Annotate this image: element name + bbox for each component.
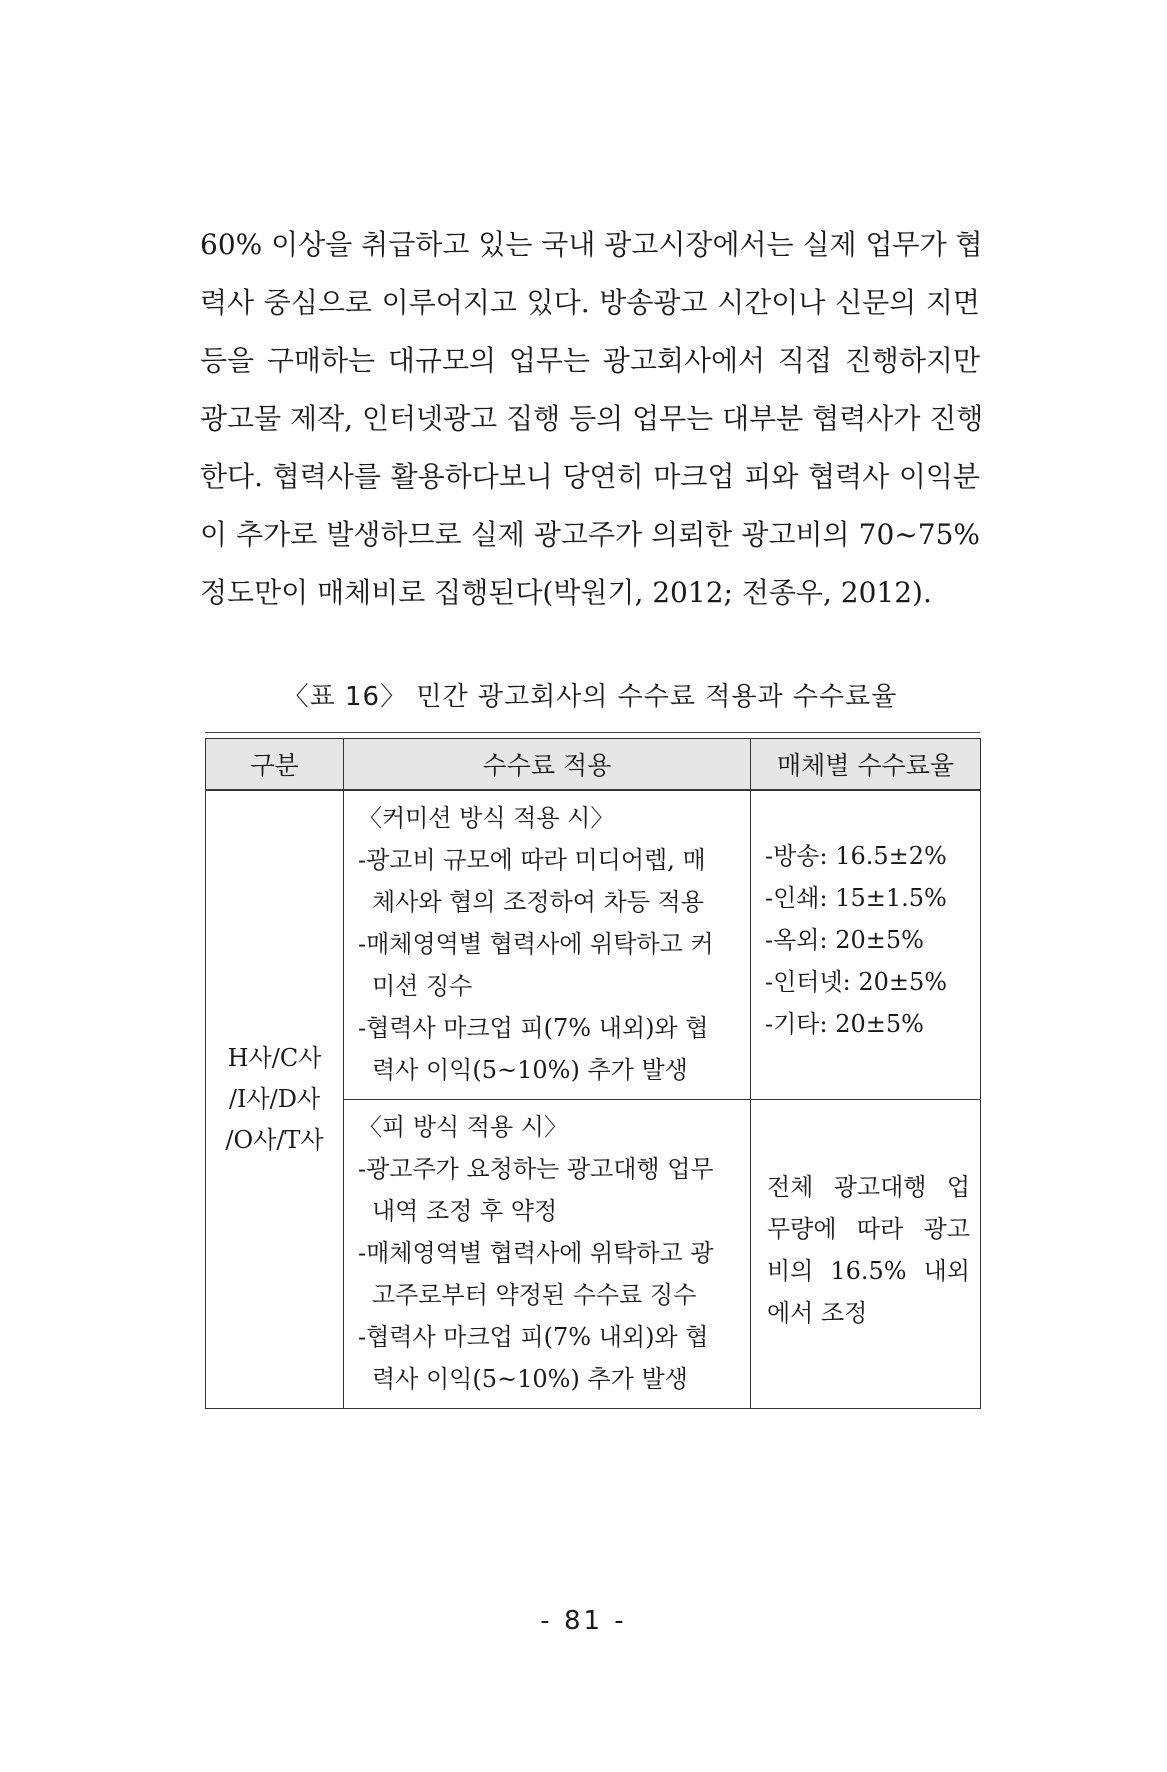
rate-line: 전체 광고대행 업 xyxy=(767,1173,970,1201)
fee-line: 미션 징수 xyxy=(372,972,473,1000)
fee-line: 내역 조정 후 약정 xyxy=(372,1197,558,1225)
fee-rate-cell xyxy=(751,1100,981,1409)
fee-line: -광고주가 요청하는 광고대행 업무 xyxy=(358,1155,714,1183)
fee-line: 고주로부터 약정된 수수료 징수 xyxy=(372,1281,697,1309)
commission-rate-cell xyxy=(751,790,981,1100)
group-label-cell xyxy=(206,790,344,1409)
rate-line: 비의 16.5% 내외 xyxy=(767,1257,970,1285)
header-media-rate: 매체별 수수료율 xyxy=(751,739,981,791)
table-caption: 〈표 16〉 민간 광고회사의 수수료 적용과 수수료율 xyxy=(282,682,898,712)
group-label-line: /O사/T사 xyxy=(225,1126,324,1154)
body-paragraph xyxy=(200,216,984,622)
header-category: 구분 xyxy=(206,739,344,791)
commission-fee-cell xyxy=(344,790,751,1100)
table-row-commission xyxy=(206,790,981,1100)
rate-line: 에서 조정 xyxy=(767,1299,868,1327)
fee-line: 〈커미션 방식 적용 시〉 xyxy=(358,804,615,832)
table-header-row xyxy=(206,739,981,791)
fee-line: -광고비 규모에 따라 미디어렙, 매 xyxy=(358,846,706,874)
group-label-line: H사/C사 xyxy=(227,1044,322,1072)
fee-line: 체사와 협의 조정하여 차등 적용 xyxy=(372,888,704,916)
rate-line: -인쇄: 15±1.5% xyxy=(765,884,947,912)
rate-line: 무량에 따라 광고 xyxy=(767,1215,970,1243)
fee-line: -매체영역별 협력사에 위탁하고 커 xyxy=(358,930,714,958)
fee-line: -협력사 마크업 피(7% 내외)와 협 xyxy=(358,1323,709,1351)
group-label-line: /I사/D사 xyxy=(228,1085,321,1113)
paragraph-line: 한다. 협력사를 활용하다보니 당연히 마크업 피와 협력사 이익분 xyxy=(200,460,980,493)
commission-table xyxy=(205,738,981,1409)
page-number: - 81 - xyxy=(540,1606,627,1636)
paragraph-line: 등을 구매하는 대규모의 업무는 광고회사에서 직접 진행하지만 xyxy=(200,344,980,377)
fee-line: 력사 이익(5~10%) 추가 발생 xyxy=(372,1365,688,1393)
paragraph-line: 광고물 제작, 인터넷광고 집행 등의 업무는 대부분 협력사가 진행 xyxy=(200,402,984,435)
fee-method-cell xyxy=(344,1100,751,1409)
fee-line: -협력사 마크업 피(7% 내외)와 협 xyxy=(358,1014,709,1042)
rate-line: -기타: 20±5% xyxy=(765,1010,924,1038)
rate-line: -인터넷: 20±5% xyxy=(765,968,948,996)
paragraph-line: 정도만이 매체비로 집행된다(박원기, 2012; 전종우, 2012). xyxy=(200,576,932,609)
header-fee-application: 수수료 적용 xyxy=(344,739,751,791)
paragraph-line: 이 추가로 발생하므로 실제 광고주가 의뢰한 광고비의 70~75% xyxy=(200,518,980,551)
table-top-rule xyxy=(205,732,980,733)
rate-line: -옥외: 20±5% xyxy=(765,926,924,954)
fee-line: -매체영역별 협력사에 위탁하고 광 xyxy=(358,1239,714,1267)
rate-line: -방송: 16.5±2% xyxy=(765,842,947,870)
fee-line: 〈피 방식 적용 시〉 xyxy=(358,1113,568,1141)
paragraph-line: 60% 이상을 취급하고 있는 국내 광고시장에서는 실제 업무가 협 xyxy=(200,228,983,261)
paragraph-line: 력사 중심으로 이루어지고 있다. 방송광고 시간이나 신문의 지면 xyxy=(200,286,980,319)
fee-line: 력사 이익(5~10%) 추가 발생 xyxy=(372,1056,688,1084)
